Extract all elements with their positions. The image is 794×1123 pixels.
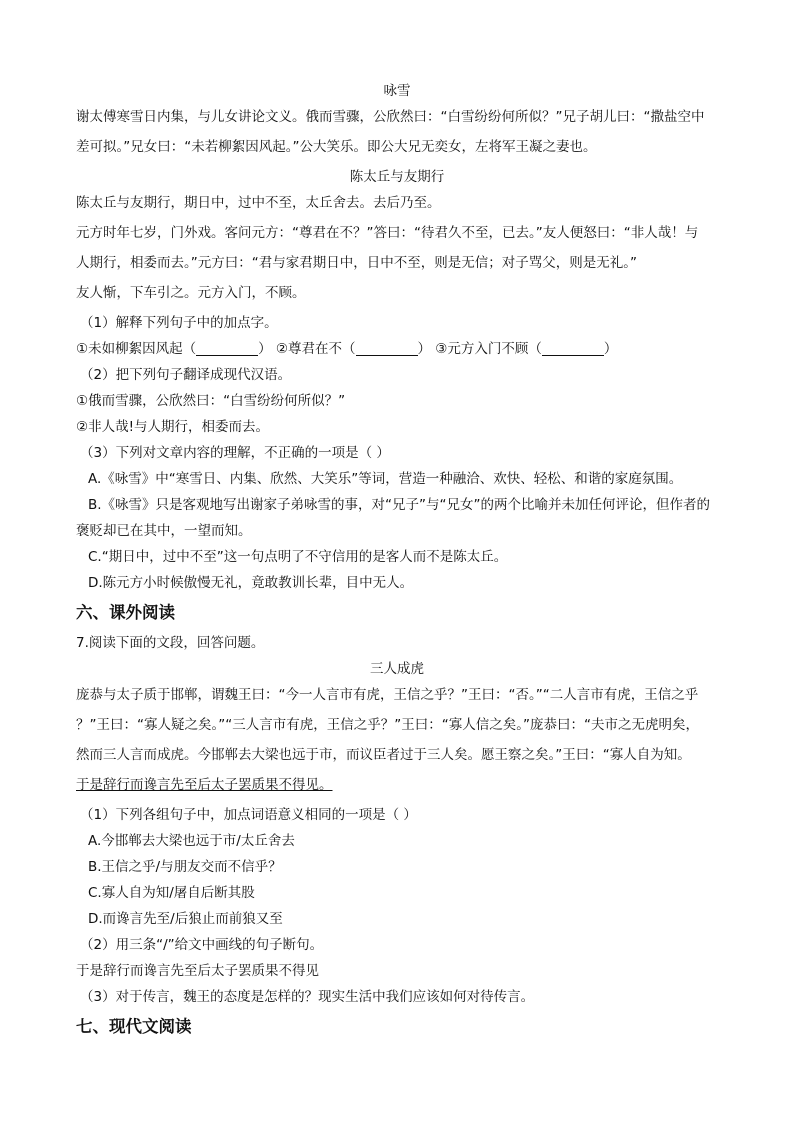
option-d: D.陈元方小时候傲慢无礼，竟敢教训长辈，目中无人。: [88, 575, 414, 591]
question-item-row: [76, 336, 718, 362]
passage-line: 友人惭，下车引之。元方入门，不顾。: [76, 285, 306, 301]
document-page: [76, 78, 718, 1044]
question-sentence: 于是辞行而谗言先至后太子罢质果不得见: [76, 963, 319, 979]
passage-title-yongxue: 咏雪: [383, 83, 411, 99]
option-d: D.而谗言先至/后狼止而前狼又至: [88, 911, 283, 927]
answer-blank[interactable]: [542, 341, 604, 356]
option-a: A.今邯郸去大梁也远于市/太丘舍去: [88, 833, 295, 849]
option-c: C.寡人自为知/屠自后断其股: [88, 885, 255, 901]
option-b: B.《咏雪》只是客观地写出谢家子弟咏雪的事，对“兄子”与“兄女”的两个比喻并未加任何评论，但作者的: [88, 497, 711, 513]
passage-title-sanrenchenghu: 三人成虎: [370, 661, 424, 677]
answer-blank[interactable]: [356, 341, 418, 356]
question-stem: （1）解释下列句子中的加点字。: [80, 315, 278, 331]
passage-line: 谢太傅寒雪日内集，与儿女讲论文义。俄而雪骤，公欣然曰：“白雪纷纷何所似？”兄子胡儿曰：“撒盐空中: [76, 109, 705, 125]
option-b-continued: 褒贬却已在其中，一望而知。: [76, 523, 252, 539]
passage-line: 陈太丘与友期行，期日中，过中不至，太丘舍去。去后乃至。: [76, 195, 441, 211]
option-a: A.《咏雪》中“寒雪日、内集、欣然、大笑乐”等词，营造一种融洽、欢快、轻松、和谐的家庭氛围。: [88, 471, 683, 487]
passage-line: 人期行，相委而去。”元方曰：“君与家君期日中，日中不至，则是无信；对子骂父，则是无礼。”: [76, 255, 637, 271]
section-heading-modern-reading: 七、现代文阅读: [76, 1017, 192, 1036]
question-stem: （3）下列对文章内容的理解，不正确的一项是（ ）: [80, 445, 390, 461]
answer-blank[interactable]: [196, 341, 258, 356]
question-stem: （3）对于传言，魏王的态度是怎样的？现实生活中我们应该如何对待传言。: [80, 989, 535, 1005]
question-stem: （2）把下列句子翻译成现代汉语。: [80, 367, 292, 383]
section-heading-extracurricular: 六、课外阅读: [76, 603, 175, 622]
option-b: B.王信之乎/与朋友交而不信乎？: [88, 859, 282, 875]
passage-line: 差可拟。”兄女曰：“未若柳絮因风起。”公大笑乐。即公大兄无奕女，左将军王凝之妻也。: [76, 139, 597, 155]
question-stem: （2）用三条“/”给文中画线的句子断句。: [80, 937, 324, 953]
question-item: ）: [603, 341, 618, 357]
passage-line: 庞恭与太子质于邯郸，谓魏王曰：“今一人言市有虎，王信之乎？”王曰：“否。”“二人言市有虎，王信之乎: [76, 687, 699, 703]
question-item: ） ②尊君在不（: [258, 341, 356, 357]
question-stem: （1）下列各组句子中，加点词语意义相同的一项是（ ）: [80, 807, 417, 823]
question-item: ） ③元方入门不顾（: [417, 341, 542, 357]
question-item: ①俄而雪骤，公欣然曰：“白雪纷纷何所似？”: [76, 393, 346, 409]
passage-line: ？”王曰：“寡人疑之矣。”“三人言市有虎，王信之乎？”王曰：“寡人信之矣。”庞恭曰：“夫市之无虎明矣，: [76, 717, 699, 733]
question-item: ①未如柳絮因风起（: [76, 341, 197, 357]
passage-title-chentaiqiu: 陈太丘与友期行: [349, 169, 445, 185]
underlined-sentence: [76, 772, 718, 798]
option-c: C.“期日中，过中不至”这一句点明了不守信用的是客人而不是陈太丘。: [88, 549, 508, 565]
question-instruction: 7.阅读下面的文段，回答问题。: [76, 635, 265, 651]
underlined-text: 于是辞行而谗言先至后太子罢质果不得见。: [76, 777, 333, 793]
question-item: ②非人哉!与人期行，相委而去。: [76, 419, 270, 435]
passage-line: 元方时年七岁，门外戏。客问元方：“尊君在不？”答曰：“待君久不至，已去。”友人便怒曰：“非人哉！与: [76, 225, 699, 241]
passage-line: 然而三人言而成虎。今邯郸去大梁也远于市，而议臣者过于三人矣。愿王察之矣。”王曰：“寡人自为知。: [76, 747, 691, 763]
